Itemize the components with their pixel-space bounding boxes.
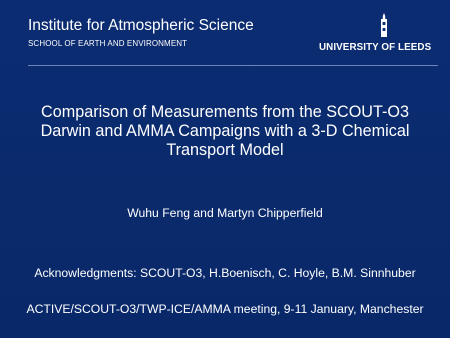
authors-text: Wuhu Feng and Martyn Chipperfield [127, 206, 323, 220]
logo-wordmark: UNIVERSITY OF LEEDS [319, 42, 432, 53]
title-line-2: Darwin and AMMA Campaigns with a 3-D Chemical [40, 122, 410, 140]
slide-header [0, 0, 450, 64]
school-subtitle: SCHOOL OF EARTH AND ENVIRONMENT [28, 39, 188, 48]
institute-title: Institute for Atmospheric Science [28, 17, 254, 34]
university-logo [319, 13, 432, 59]
presentation-title [10, 103, 440, 160]
meeting-info-text: ACTIVE/SCOUT-O3/TWP-ICE/AMMA meeting, 9-11 January, Manchester [26, 302, 424, 316]
acknowledgments-text: Acknowledgments: SCOUT-O3, H.Boenisch, C. Hoyle, B.M. Sinnhuber [34, 266, 416, 280]
title-line-1: Comparison of Measurements from the SCOUT-O3 [41, 103, 409, 121]
header-divider [28, 65, 438, 66]
tower-crest-icon [378, 13, 390, 37]
title-line-3: Transport Model [166, 141, 284, 159]
